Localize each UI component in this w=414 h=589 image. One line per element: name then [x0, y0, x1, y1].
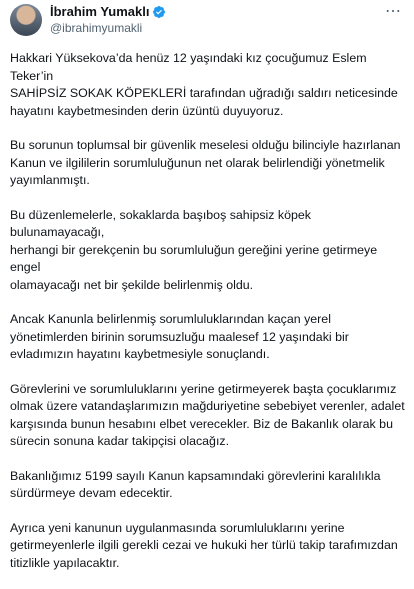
author-name-row	[50, 4, 166, 20]
tweet-header	[0, 0, 414, 44]
tweet-paragraph: Bakanlığımız 5199 sayılı Kanun kapsamındaki görevlerini karalılıkla sürdürmeye devam edecektir.	[10, 468, 381, 500]
tweet-paragraph: Görevlerini ve sorumluluklarını yerine getirmeyerek başta çocuklarımız olmak üzere vatandaşlarımızın mağduriyetine sebebiyet verenler, adalet karşısında bunun hesabını elbet verecekler. Biz de Bakanlık olarak bu sürecin sonuna kadar takipçisi olacağız.	[10, 381, 405, 448]
tweet-paragraph: Bu sorunun toplumsal bir güvenlik meselesi olduğu bilinciyle hazırlanan Kanun ve ilgililerin sorumluluğunun net olarak belirlendiği yönetmelik yayımlanmıştı.	[10, 138, 401, 187]
avatar[interactable]	[10, 4, 42, 36]
author-display-name[interactable]: İbrahim Yumaklı	[50, 4, 150, 19]
tweet-text	[10, 50, 408, 589]
tweet-paragraph: Ayrıca yeni kanunun uygulanmasında sorumluluklarını yerine getirmeyenlerle ilgili gerekli cezai ve hukuki her türlü takip tarafımızdan titizlikle yapılacaktır.	[10, 520, 398, 570]
tweet-paragraph: Hakkari Yüksekova’da henüz 12 yaşındaki kız çocuğumuz Eslem Teker’in SAHİPSİZ SOKAK KÖPEKLERİ tarafından uğradığı saldırı neticesinde hayatını kaybetmesinden derin üzüntü duyuyoruz.	[10, 51, 398, 118]
tweet-paragraph: Ancak Kanunla belirlenmiş sorumluluklarından kaçan yerel yönetimlerden birinin sorumsuzluğu maalesef 12 yaşındaki bir evladımızın hayatını kaybetmesiyle sonuçlandı.	[10, 312, 349, 361]
more-options-icon[interactable]: ⋯	[385, 3, 402, 20]
author-handle[interactable]: @ibrahimyumakli	[50, 21, 143, 35]
verified-badge-icon	[152, 5, 166, 19]
tweet-paragraph: Bu düzenlemelerle, sokaklarda başıboş sahipsiz köpek bulunamayacağı, herhangi bir gerekçenin bu sorumluluğun gereğini yerine getirmeye engel olamayacağı net bir şekilde belirlenmiş oldu.	[10, 207, 378, 292]
